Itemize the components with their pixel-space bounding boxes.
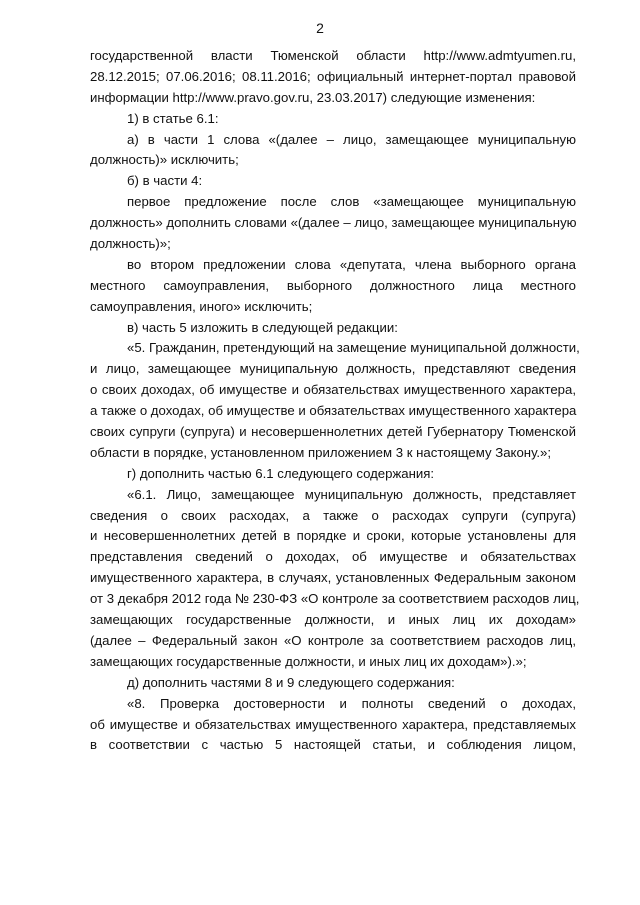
text-line: замещающих государственные должности, и иных лиц их доходам»).»; xyxy=(90,653,527,669)
text-line: (далее – Федеральный закон «О контроле за соответствием расходов лиц, xyxy=(90,632,576,648)
text-line: области в порядке, установленном приложением 3 к настоящему Закону.»; xyxy=(90,444,552,460)
text-line: должность» дополнить словами «(далее – лицо, замещающее муниципальную xyxy=(90,215,577,231)
text-line: в) часть 5 изложить в следующей редакции: xyxy=(127,319,398,335)
text-line: должность)»; xyxy=(90,236,171,252)
text-line: замещающих государственные должности, и иных лиц их доходам» xyxy=(90,612,576,628)
document-body xyxy=(90,46,580,756)
text-line: первое предложение после слов «замещающее муниципальную xyxy=(127,194,576,210)
text-line: б) в части 4: xyxy=(127,173,203,189)
text-line: самоуправления, иного» исключить; xyxy=(90,298,313,314)
text-line: сведения о своих расходах, а также о расходах супруги (супруга) xyxy=(90,507,576,523)
text-line: об имуществе и обязательствах имущественного характера, представляемых xyxy=(90,716,576,732)
page-number: 2 xyxy=(316,20,324,36)
text-line: 1) в статье 6.1: xyxy=(127,110,219,126)
text-line: 28.12.2015; 07.06.2016; 08.11.2016; официальный интернет-портал правовой xyxy=(90,68,576,84)
text-line: от 3 декабря 2012 года № 230-ФЗ «О контроле за соответствием расходов лиц, xyxy=(90,591,580,607)
text-line: в соответствии с частью 5 настоящей статьи, и соблюдения лицом, xyxy=(90,737,576,753)
text-line: государственной власти Тюменской области http://www.admtyumen.ru, xyxy=(90,48,576,63)
text-line: «8. Проверка достоверности и полноты сведений о доходах, xyxy=(127,695,576,711)
text-line: и несовершеннолетних детей в порядке и сроки, которые установлены для xyxy=(90,528,576,544)
text-line: местного самоуправления, выборного должностного лица местного xyxy=(90,277,576,293)
text-line: должность)» исключить; xyxy=(90,152,239,168)
text-line: «6.1. Лицо, замещающее муниципальную должность, представляет xyxy=(127,486,576,502)
text-line: своих супруги (супруга) и несовершеннолетних детей Губернатору Тюменской xyxy=(90,424,576,440)
text-line: о своих доходах, об имуществе и обязательствах имущественного характера, xyxy=(90,382,576,398)
text-line: д) дополнить частями 8 и 9 следующего содержания: xyxy=(127,674,455,690)
text-line: а) в части 1 слова «(далее – лицо, замещающее муниципальную xyxy=(127,131,576,147)
text-line: «5. Гражданин, претендующий на замещение муниципальной должности, xyxy=(127,340,580,356)
text-line: информации http://www.pravo.gov.ru, 23.03.2017) следующие изменения: xyxy=(90,89,536,105)
text-line: и лицо, замещающее муниципальную должность, представляют сведения xyxy=(90,361,576,377)
text-line: представления сведений о доходах, об имуществе и обязательствах xyxy=(90,549,576,565)
text-line: а также о доходах, об имуществе и обязательствах имущественного характера xyxy=(90,403,577,419)
text-line: во втором предложении слова «депутата, члена выборного органа xyxy=(127,256,576,272)
text-line: г) дополнить частью 6.1 следующего содержания: xyxy=(127,465,435,481)
text-line: имущественного характера, в случаях, установленных Федеральным законом xyxy=(90,570,576,586)
